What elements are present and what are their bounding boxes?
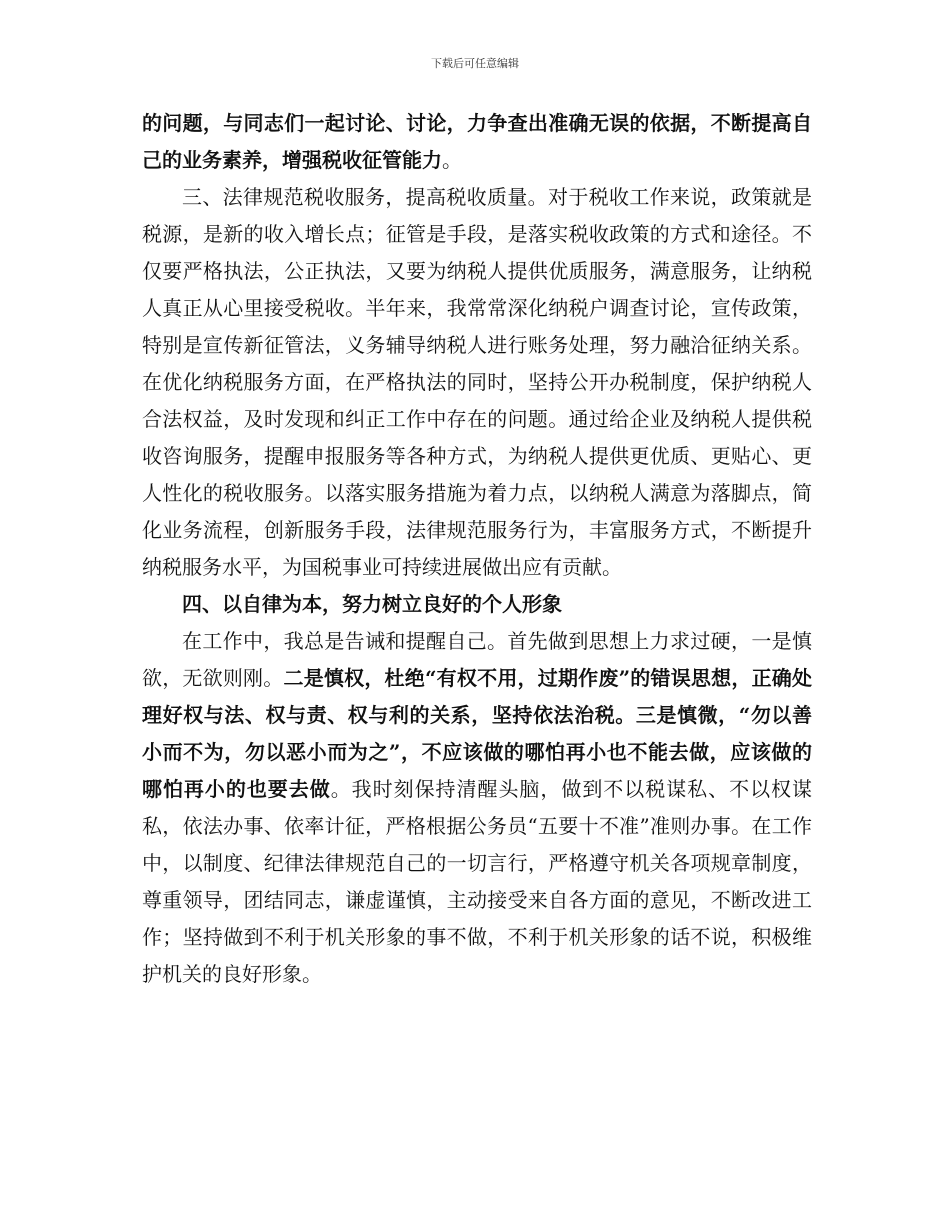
paragraph-4-start: 在工作中，我总是告诫和提醒自己。首先做到思想上力求过硬，一是慎欲，无欲则刚。 — [142, 629, 812, 690]
paragraph-4 — [142, 623, 812, 993]
paragraph-2: 三、法律规范税收服务，提高税收质量。对于税收工作来说，政策就是税源，是新的收入增长点；征管是手段，是落实税收政策的方式和途径。不仅要严格执法，公正执法，又要为纳税人提供优质服务，满意服务，让纳税人真正从心里接受税收。半年来，我常常深化纳税户调查讨论，宣传政策，特别是宣传新征管法，义务辅导纳税人进行账务处理，努力融洽征纳关系。在优化纳税服务方面，在严格执法的同时，坚持公开办税制度，保护纳税人合法权益，及时发现和纠正工作中存在的问题。通过给企业及纳税人提供税收咨询服务，提醒申报服务等各种方式，为纳税人提供更优质、更贴心、更人性化的税收服务。以落实服务措施为着力点，以纳税人满意为落脚点，简化业务流程，创新服务手段，法律规范服务行为，丰富服务方式，不断提升纳税服务水平，为国税事业可持续进展做出应有贡献。 — [142, 185, 812, 579]
page-header: 下载后可任意编辑 — [431, 57, 519, 70]
paragraph-1-end: 。 — [442, 148, 462, 172]
paragraph-1 — [142, 105, 812, 179]
paragraph-1-bold-text: 的问题，与同志们一起讨论、讨论，力争查出准确无误的依据，不断提高自己的业务素养，增强税收征管能力 — [142, 111, 812, 172]
document-body — [142, 105, 812, 993]
section-heading-4: 四、以自律为本，努力树立良好的个人形象 — [182, 592, 562, 616]
paragraph-4-bold-text: 二是慎权，杜绝“有权不用，过期作废”的错误思想，正确处理好权与法、权与责、权与利的关系，坚持依法治税。三是慎微，“勿以善小而不为，勿以恶小而为之”，不应该做的哪怕再小也不能去做，应该做的哪怕再小的也要去做 — [142, 666, 812, 801]
paragraph-4-end: 。我时刻保持清醒头脑，做到不以税谋私、不以权谋私，依法办事、依率计征，严格根据公务员“五要十不准”准则办事。在工作中，以制度、纪律法律规范自己的一切言行，严格遵守机关各项规章制度，尊重领导，团结同志，谦虚谨慎，主动接受来自各方面的意见，不断改进工作；坚持做到不利于机关形象的事不做，不利于机关形象的话不说，积极维护机关的良好形象。 — [142, 777, 813, 986]
